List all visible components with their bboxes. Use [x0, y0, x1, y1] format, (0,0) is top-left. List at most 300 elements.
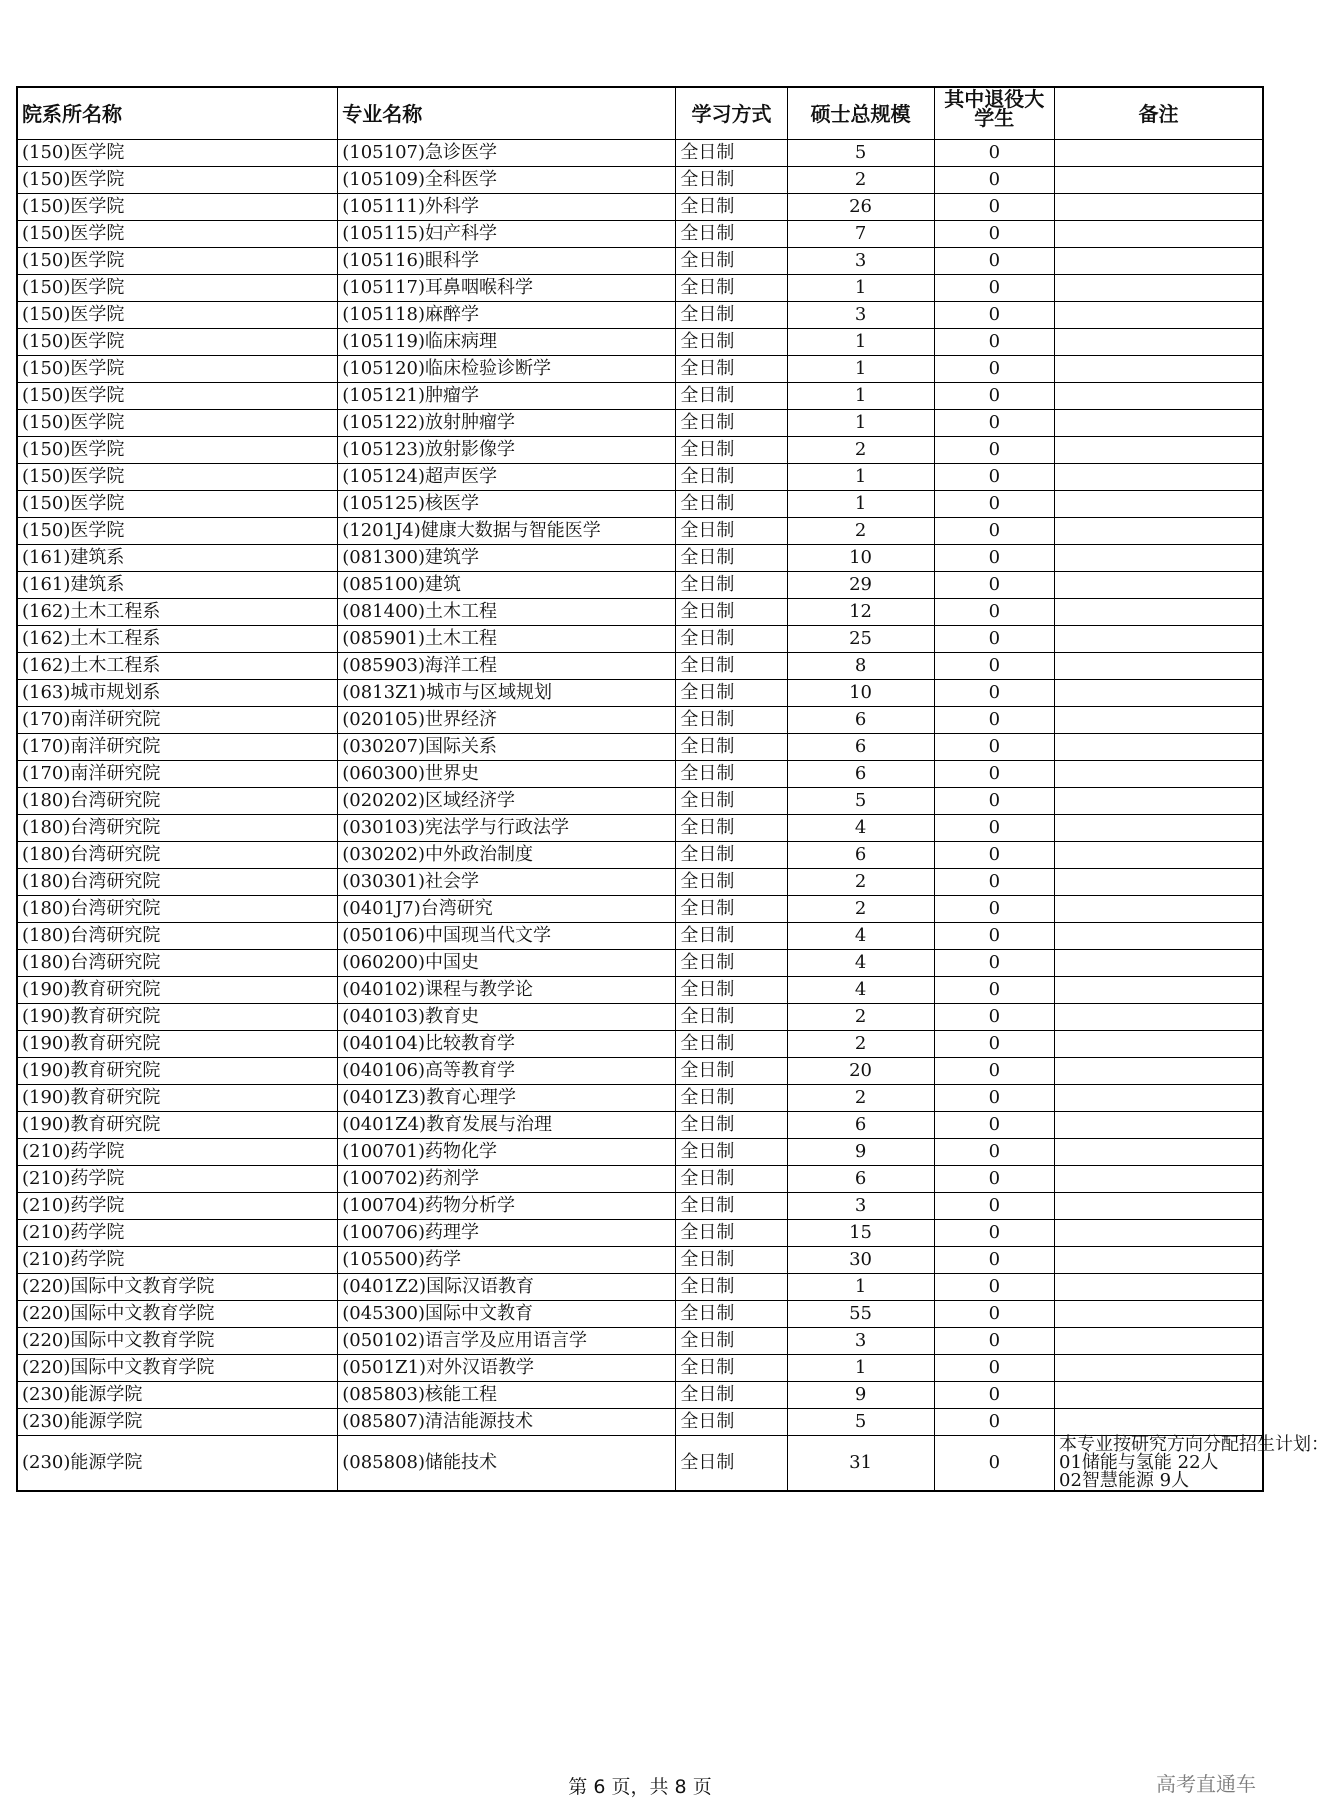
cell-dept: (162)土木工程系 [17, 626, 338, 653]
cell-mode: 全日制 [676, 410, 787, 437]
cell-veteran: 0 [934, 1193, 1054, 1220]
cell-veteran: 0 [934, 194, 1054, 221]
cell-dept: (150)医学院 [17, 437, 338, 464]
cell-veteran: 0 [934, 707, 1054, 734]
cell-veteran: 0 [934, 1220, 1054, 1247]
cell-dept: (180)台湾研究院 [17, 923, 338, 950]
cell-dept: (150)医学院 [17, 464, 338, 491]
footer-total-pages: 8 [674, 1776, 687, 1798]
cell-note [1055, 1220, 1263, 1247]
cell-mode: 全日制 [676, 491, 787, 518]
cell-major: (0401J7)台湾研究 [338, 896, 676, 923]
cell-dept: (220)国际中文教育学院 [17, 1328, 338, 1355]
cell-total: 3 [787, 302, 934, 329]
table-row [17, 1274, 1263, 1301]
cell-major: (105120)临床检验诊断学 [338, 356, 676, 383]
table-row [17, 464, 1263, 491]
cell-veteran: 0 [934, 815, 1054, 842]
cell-note [1055, 626, 1263, 653]
cell-mode: 全日制 [676, 302, 787, 329]
cell-mode: 全日制 [676, 545, 787, 572]
cell-dept: (180)台湾研究院 [17, 788, 338, 815]
cell-total: 1 [787, 1274, 934, 1301]
cell-total: 4 [787, 815, 934, 842]
cell-major: (040106)高等教育学 [338, 1058, 676, 1085]
watermark-text: 高考直通车 [1156, 1772, 1256, 1796]
cell-total: 4 [787, 977, 934, 1004]
cell-major: (040104)比较教育学 [338, 1031, 676, 1058]
cell-total: 2 [787, 437, 934, 464]
cell-dept: (230)能源学院 [17, 1409, 338, 1436]
cell-total: 2 [787, 1004, 934, 1031]
cell-veteran: 0 [934, 140, 1054, 167]
cell-major: (030301)社会学 [338, 869, 676, 896]
cell-note: 本专业按研究方向分配招生计划： 01储能与氢能 22人 02智慧能源 9人 [1055, 1436, 1263, 1492]
table-row [17, 1112, 1263, 1139]
cell-veteran: 0 [934, 1112, 1054, 1139]
table-row [17, 383, 1263, 410]
cell-note [1055, 977, 1263, 1004]
cell-total: 15 [787, 1220, 934, 1247]
cell-dept: (180)台湾研究院 [17, 896, 338, 923]
cell-mode: 全日制 [676, 248, 787, 275]
table-row [17, 410, 1263, 437]
cell-note [1055, 1355, 1263, 1382]
cell-major: (040103)教育史 [338, 1004, 676, 1031]
cell-dept: (150)医学院 [17, 140, 338, 167]
cell-dept: (150)医学院 [17, 167, 338, 194]
cell-veteran: 0 [934, 275, 1054, 302]
cell-major: (050106)中国现当代文学 [338, 923, 676, 950]
cell-veteran: 0 [934, 680, 1054, 707]
cell-major: (105116)眼科学 [338, 248, 676, 275]
cell-major: (030103)宪法学与行政法学 [338, 815, 676, 842]
cell-veteran: 0 [934, 1409, 1054, 1436]
table-row [17, 950, 1263, 977]
cell-major: (105109)全科医学 [338, 167, 676, 194]
cell-major: (020105)世界经济 [338, 707, 676, 734]
cell-veteran: 0 [934, 1004, 1054, 1031]
cell-note [1055, 950, 1263, 977]
table-row [17, 329, 1263, 356]
cell-total: 6 [787, 1166, 934, 1193]
cell-veteran: 0 [934, 896, 1054, 923]
cell-dept: (180)台湾研究院 [17, 950, 338, 977]
cell-major: (0401Z3)教育心理学 [338, 1085, 676, 1112]
table-row [17, 275, 1263, 302]
cell-dept: (210)药学院 [17, 1139, 338, 1166]
cell-note [1055, 1004, 1263, 1031]
table-row [17, 1436, 1263, 1492]
cell-veteran: 0 [934, 167, 1054, 194]
cell-veteran: 0 [934, 356, 1054, 383]
cell-note [1055, 329, 1263, 356]
cell-total: 2 [787, 167, 934, 194]
cell-note [1055, 896, 1263, 923]
cell-note [1055, 383, 1263, 410]
table-body [17, 140, 1329, 1492]
cell-note [1055, 815, 1263, 842]
header-dept: 院系所名称 [17, 87, 338, 140]
cell-major: (085903)海洋工程 [338, 653, 676, 680]
cell-total: 2 [787, 869, 934, 896]
cell-major: (100701)药物化学 [338, 1139, 676, 1166]
cell-dept: (220)国际中文教育学院 [17, 1355, 338, 1382]
cell-total: 6 [787, 761, 934, 788]
cell-note [1055, 572, 1263, 599]
cell-mode: 全日制 [676, 788, 787, 815]
cell-total: 9 [787, 1139, 934, 1166]
cell-dept: (161)建筑系 [17, 545, 338, 572]
cell-dept: (220)国际中文教育学院 [17, 1301, 338, 1328]
cell-total: 10 [787, 680, 934, 707]
cell-mode: 全日制 [676, 140, 787, 167]
cell-mode: 全日制 [676, 734, 787, 761]
cell-major: (1201J4)健康大数据与智能医学 [338, 518, 676, 545]
cell-mode: 全日制 [676, 950, 787, 977]
cell-note [1055, 167, 1263, 194]
header-mode: 学习方式 [676, 87, 787, 140]
cell-note [1055, 464, 1263, 491]
cell-note [1055, 1112, 1263, 1139]
cell-note [1055, 599, 1263, 626]
cell-veteran: 0 [934, 1058, 1054, 1085]
cell-veteran: 0 [934, 464, 1054, 491]
header-total: 硕士总规模 [787, 87, 934, 140]
cell-total: 55 [787, 1301, 934, 1328]
cell-veteran: 0 [934, 599, 1054, 626]
cell-note [1055, 491, 1263, 518]
cell-total: 5 [787, 140, 934, 167]
cell-dept: (190)教育研究院 [17, 1031, 338, 1058]
cell-mode: 全日制 [676, 275, 787, 302]
cell-dept: (190)教育研究院 [17, 1058, 338, 1085]
cell-mode: 全日制 [676, 356, 787, 383]
table-row [17, 599, 1263, 626]
table-row [17, 302, 1263, 329]
cell-mode: 全日制 [676, 1301, 787, 1328]
cell-dept: (170)南洋研究院 [17, 707, 338, 734]
cell-note [1055, 1058, 1263, 1085]
table-row [17, 1355, 1263, 1382]
cell-mode: 全日制 [676, 1355, 787, 1382]
cell-veteran: 0 [934, 329, 1054, 356]
table-row [17, 437, 1263, 464]
cell-note [1055, 1382, 1263, 1409]
table-row [17, 491, 1263, 518]
cell-mode: 全日制 [676, 1031, 787, 1058]
cell-veteran: 0 [934, 842, 1054, 869]
cell-dept: (230)能源学院 [17, 1436, 338, 1492]
cell-major: (105124)超声医学 [338, 464, 676, 491]
cell-veteran: 0 [934, 761, 1054, 788]
table-row [17, 1247, 1263, 1274]
cell-total: 1 [787, 1355, 934, 1382]
cell-total: 4 [787, 950, 934, 977]
cell-mode: 全日制 [676, 572, 787, 599]
cell-dept: (180)台湾研究院 [17, 869, 338, 896]
cell-note [1055, 1409, 1263, 1436]
cell-total: 1 [787, 383, 934, 410]
cell-note [1055, 248, 1263, 275]
cell-note [1055, 221, 1263, 248]
table-row [17, 788, 1263, 815]
table-row [17, 869, 1263, 896]
table-row [17, 761, 1263, 788]
cell-note [1055, 1166, 1263, 1193]
table-row [17, 1193, 1263, 1220]
cell-total: 12 [787, 599, 934, 626]
cell-dept: (210)药学院 [17, 1193, 338, 1220]
cell-major: (030202)中外政治制度 [338, 842, 676, 869]
cell-mode: 全日制 [676, 329, 787, 356]
cell-mode: 全日制 [676, 1166, 787, 1193]
table-row [17, 356, 1263, 383]
cell-major: (0501Z1)对外汉语教学 [338, 1355, 676, 1382]
cell-mode: 全日制 [676, 1058, 787, 1085]
cell-veteran: 0 [934, 653, 1054, 680]
cell-note [1055, 788, 1263, 815]
cell-mode: 全日制 [676, 977, 787, 1004]
cell-mode: 全日制 [676, 815, 787, 842]
cell-dept: (190)教育研究院 [17, 977, 338, 1004]
cell-note [1055, 1085, 1263, 1112]
cell-major: (100702)药剂学 [338, 1166, 676, 1193]
cell-veteran: 0 [934, 1355, 1054, 1382]
cell-note [1055, 1301, 1263, 1328]
cell-note [1055, 140, 1263, 167]
cell-mode: 全日制 [676, 653, 787, 680]
table-row [17, 1409, 1263, 1436]
table-row [17, 977, 1263, 1004]
cell-total: 6 [787, 707, 934, 734]
table-row [17, 734, 1263, 761]
cell-total: 6 [787, 1112, 934, 1139]
table-row [17, 896, 1263, 923]
cell-note [1055, 194, 1263, 221]
table-row [17, 545, 1263, 572]
cell-total: 6 [787, 842, 934, 869]
table-row [17, 1058, 1263, 1085]
cell-mode: 全日制 [676, 923, 787, 950]
cell-dept: (150)医学院 [17, 518, 338, 545]
cell-major: (040102)课程与教学论 [338, 977, 676, 1004]
cell-veteran: 0 [934, 545, 1054, 572]
cell-mode: 全日制 [676, 896, 787, 923]
cell-note [1055, 842, 1263, 869]
cell-mode: 全日制 [676, 1112, 787, 1139]
cell-veteran: 0 [934, 518, 1054, 545]
table-header-row [17, 87, 1263, 140]
cell-veteran: 0 [934, 950, 1054, 977]
cell-note [1055, 275, 1263, 302]
cell-dept: (150)医学院 [17, 275, 338, 302]
cell-veteran: 0 [934, 869, 1054, 896]
cell-total: 29 [787, 572, 934, 599]
table-row [17, 572, 1263, 599]
cell-major: (105123)放射影像学 [338, 437, 676, 464]
cell-dept: (180)台湾研究院 [17, 815, 338, 842]
table-row [17, 1031, 1263, 1058]
cell-major: (105119)临床病理 [338, 329, 676, 356]
table-row [17, 140, 1263, 167]
cell-veteran: 0 [934, 977, 1054, 1004]
cell-major: (085901)土木工程 [338, 626, 676, 653]
cell-veteran: 0 [934, 923, 1054, 950]
cell-mode: 全日制 [676, 680, 787, 707]
cell-note [1055, 545, 1263, 572]
cell-mode: 全日制 [676, 1436, 787, 1492]
cell-total: 25 [787, 626, 934, 653]
cell-dept: (180)台湾研究院 [17, 842, 338, 869]
cell-total: 2 [787, 896, 934, 923]
cell-note [1055, 1139, 1263, 1166]
cell-note [1055, 410, 1263, 437]
cell-major: (085807)清洁能源技术 [338, 1409, 676, 1436]
cell-mode: 全日制 [676, 599, 787, 626]
cell-veteran: 0 [934, 1031, 1054, 1058]
cell-note [1055, 302, 1263, 329]
cell-major: (105111)外科学 [338, 194, 676, 221]
cell-mode: 全日制 [676, 464, 787, 491]
cell-veteran: 0 [934, 248, 1054, 275]
table-row [17, 842, 1263, 869]
cell-major: (105122)放射肿瘤学 [338, 410, 676, 437]
cell-major: (085808)储能技术 [338, 1436, 676, 1492]
cell-major: (105500)药学 [338, 1247, 676, 1274]
enrollment-table [16, 86, 1329, 1492]
cell-dept: (210)药学院 [17, 1166, 338, 1193]
cell-note [1055, 653, 1263, 680]
cell-mode: 全日制 [676, 707, 787, 734]
table-row [17, 1220, 1263, 1247]
cell-major: (105117)耳鼻咽喉科学 [338, 275, 676, 302]
header-note: 备注 [1055, 87, 1263, 140]
table-row [17, 221, 1263, 248]
table-row [17, 167, 1263, 194]
table-row [17, 518, 1263, 545]
cell-major: (085100)建筑 [338, 572, 676, 599]
cell-total: 3 [787, 248, 934, 275]
page-footer [0, 1772, 1280, 1799]
cell-note [1055, 869, 1263, 896]
table-row [17, 1301, 1263, 1328]
table-row [17, 1085, 1263, 1112]
cell-mode: 全日制 [676, 1085, 787, 1112]
cell-dept: (190)教育研究院 [17, 1085, 338, 1112]
cell-major: (100704)药物分析学 [338, 1193, 676, 1220]
cell-total: 9 [787, 1382, 934, 1409]
cell-dept: (150)医学院 [17, 221, 338, 248]
cell-note [1055, 923, 1263, 950]
cell-major: (060300)世界史 [338, 761, 676, 788]
cell-note [1055, 1031, 1263, 1058]
cell-veteran: 0 [934, 1166, 1054, 1193]
cell-major: (060200)中国史 [338, 950, 676, 977]
cell-total: 2 [787, 518, 934, 545]
cell-major: (081300)建筑学 [338, 545, 676, 572]
cell-mode: 全日制 [676, 167, 787, 194]
cell-mode: 全日制 [676, 869, 787, 896]
cell-veteran: 0 [934, 1382, 1054, 1409]
table-row [17, 815, 1263, 842]
cell-dept: (210)药学院 [17, 1220, 338, 1247]
cell-total: 1 [787, 356, 934, 383]
cell-mode: 全日制 [676, 626, 787, 653]
cell-veteran: 0 [934, 1301, 1054, 1328]
cell-major: (105125)核医学 [338, 491, 676, 518]
cell-mode: 全日制 [676, 221, 787, 248]
cell-major: (0401Z4)教育发展与治理 [338, 1112, 676, 1139]
cell-dept: (220)国际中文教育学院 [17, 1274, 338, 1301]
cell-total: 5 [787, 1409, 934, 1436]
cell-note [1055, 734, 1263, 761]
cell-dept: (150)医学院 [17, 356, 338, 383]
cell-total: 20 [787, 1058, 934, 1085]
cell-dept: (163)城市规划系 [17, 680, 338, 707]
cell-major: (0401Z2)国际汉语教育 [338, 1274, 676, 1301]
cell-note [1055, 1193, 1263, 1220]
cell-veteran: 0 [934, 410, 1054, 437]
cell-mode: 全日制 [676, 1247, 787, 1274]
cell-major: (100706)药理学 [338, 1220, 676, 1247]
cell-veteran: 0 [934, 383, 1054, 410]
cell-major: (105121)肿瘤学 [338, 383, 676, 410]
cell-major: (105118)麻醉学 [338, 302, 676, 329]
cell-veteran: 0 [934, 626, 1054, 653]
cell-total: 1 [787, 464, 934, 491]
cell-total: 7 [787, 221, 934, 248]
cell-dept: (230)能源学院 [17, 1382, 338, 1409]
table-row [17, 1166, 1263, 1193]
cell-veteran: 0 [934, 788, 1054, 815]
cell-mode: 全日制 [676, 437, 787, 464]
cell-veteran: 0 [934, 572, 1054, 599]
cell-dept: (150)医学院 [17, 491, 338, 518]
cell-dept: (170)南洋研究院 [17, 761, 338, 788]
footer-suffix: 页 [692, 1776, 712, 1798]
cell-major: (105107)急诊医学 [338, 140, 676, 167]
cell-total: 3 [787, 1193, 934, 1220]
cell-veteran: 0 [934, 1085, 1054, 1112]
footer-page-number: 6 [593, 1776, 606, 1798]
cell-total: 31 [787, 1436, 934, 1492]
cell-dept: (162)土木工程系 [17, 599, 338, 626]
cell-dept: (170)南洋研究院 [17, 734, 338, 761]
cell-mode: 全日制 [676, 383, 787, 410]
table-row [17, 1382, 1263, 1409]
cell-total: 10 [787, 545, 934, 572]
table-row [17, 626, 1263, 653]
cell-veteran: 0 [934, 734, 1054, 761]
cell-total: 3 [787, 1328, 934, 1355]
footer-mid: 页，共 [611, 1776, 669, 1798]
cell-dept: (190)教育研究院 [17, 1112, 338, 1139]
cell-dept: (150)医学院 [17, 194, 338, 221]
cell-note [1055, 1274, 1263, 1301]
cell-note [1055, 680, 1263, 707]
cell-note [1055, 707, 1263, 734]
cell-total: 26 [787, 194, 934, 221]
cell-veteran: 0 [934, 302, 1054, 329]
footer-prefix: 第 [568, 1776, 588, 1798]
table-row [17, 1004, 1263, 1031]
cell-total: 2 [787, 1085, 934, 1112]
table-row [17, 1139, 1263, 1166]
cell-major: (050102)语言学及应用语言学 [338, 1328, 676, 1355]
cell-dept: (150)医学院 [17, 248, 338, 275]
cell-note [1055, 356, 1263, 383]
